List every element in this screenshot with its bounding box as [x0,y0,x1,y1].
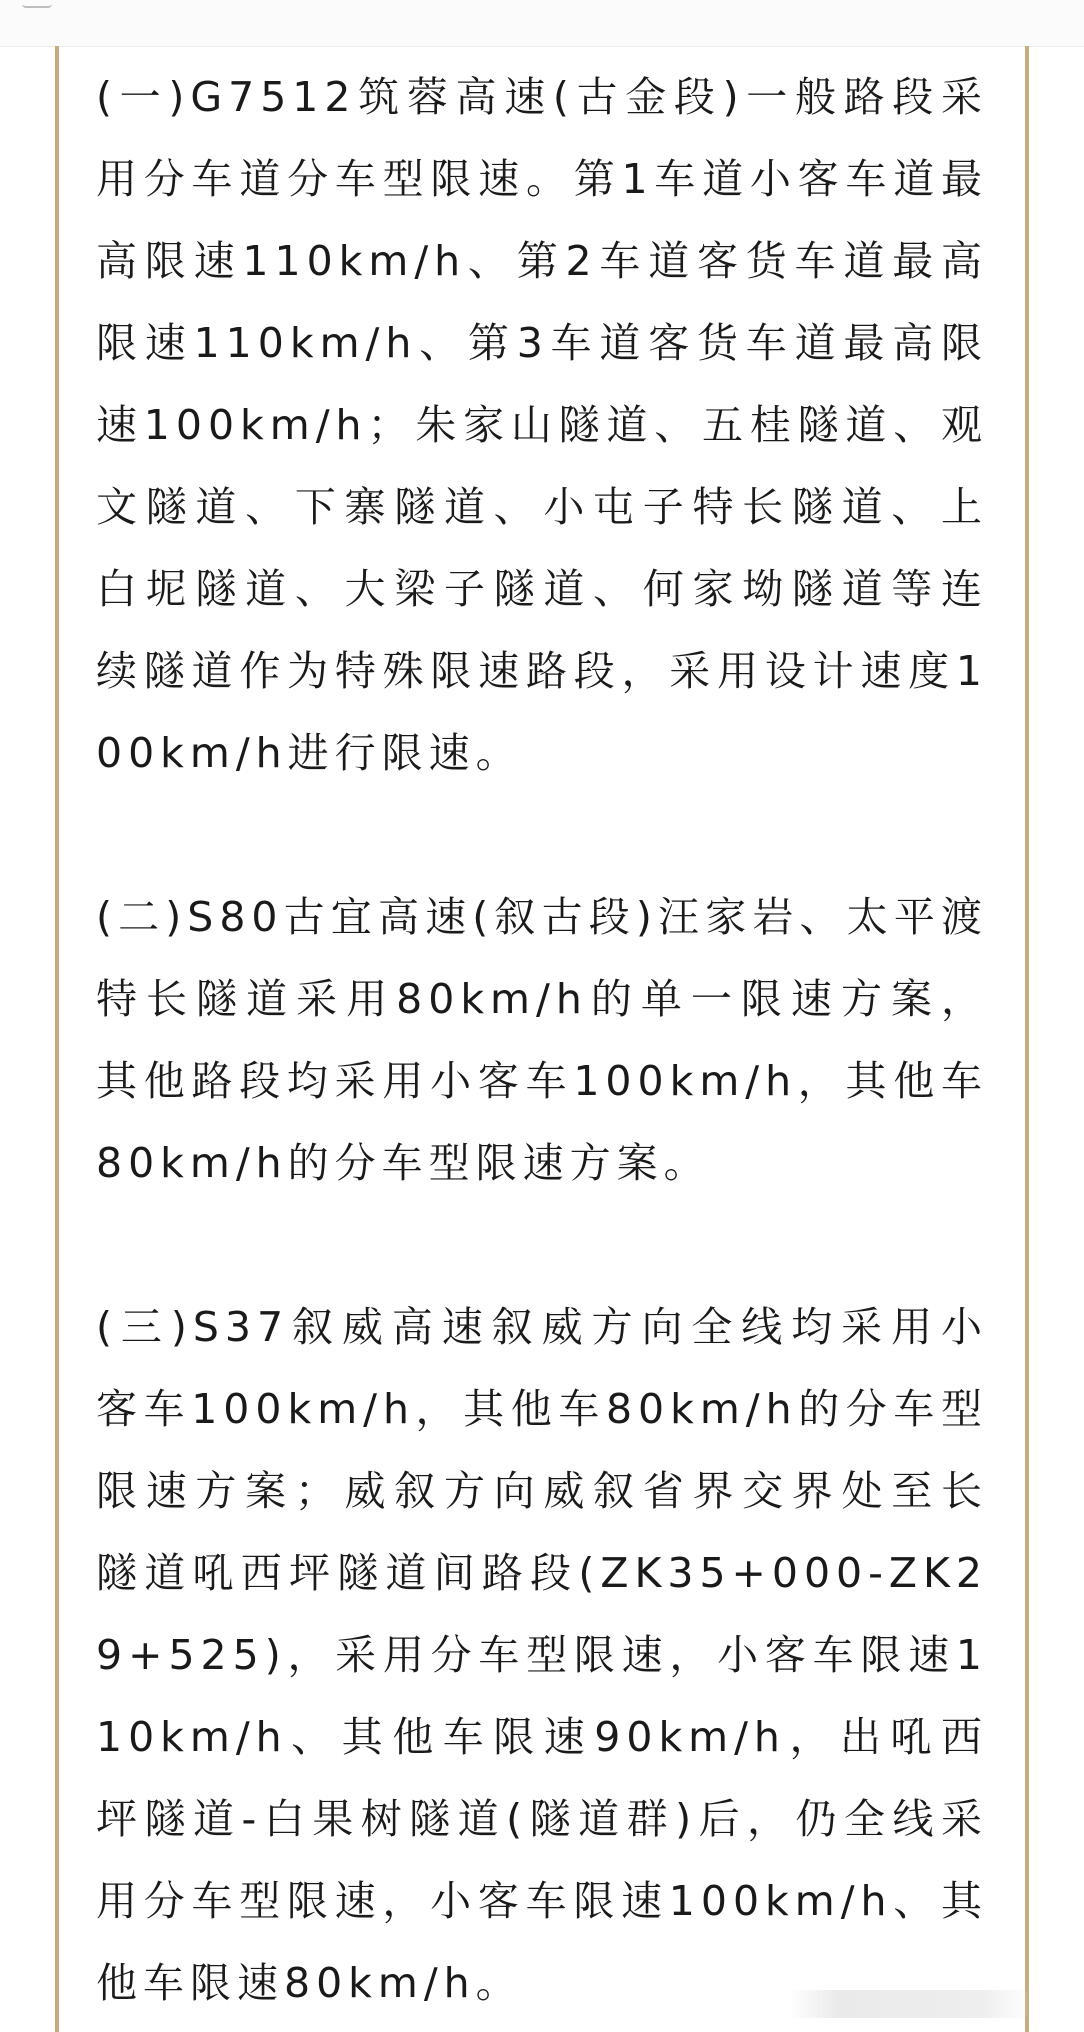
paragraph-3: (三)S37叙威高速叙威方向全线均采用小客车100km/h，其他车80km/h的分车型限速方案；威叙方向威叙省界交界处至长隧道吼西坪隧道间路段(ZK35+000-ZK29+525)，采用分车型限速，小客车限速110km/h、其他车限速90km/h，出吼西坪隧道-白果树隧道(隧道群)后，仍全线采用分车型限速，小客车限速100km/h、其他车限速80km/h。 [96,1303,988,2007]
article-body [96,56,988,2024]
top-bar [0,0,1084,47]
right-frame-border [1025,46,1029,2032]
watermark [790,1990,1030,2018]
paragraph-1: (一)G7512筑蓉高速(古金段)一般路段采用分车道分车型限速。第1车道小客车道最高限速110km/h、第2车道客货车道最高限速110km/h、第3车道客货车道最高限速100km/h；朱家山隧道、五桂隧道、观文隧道、下寨隧道、小屯子特长隧道、上白坭隧道、大梁子隧道、何家坳隧道等连续隧道作为特殊限速路段，采用设计速度100km/h进行限速。 [96,73,988,777]
paragraph-spacer [96,1204,988,1286]
menu-handle-icon [22,0,52,8]
paragraph-spacer [96,794,988,876]
left-frame-border [55,46,59,2032]
paragraph-2: (二)S80古宜高速(叙古段)汪家岩、太平渡特长隧道采用80km/h的单一限速方案，其他路段均采用小客车100km/h，其他车80km/h的分车型限速方案。 [96,893,988,1187]
